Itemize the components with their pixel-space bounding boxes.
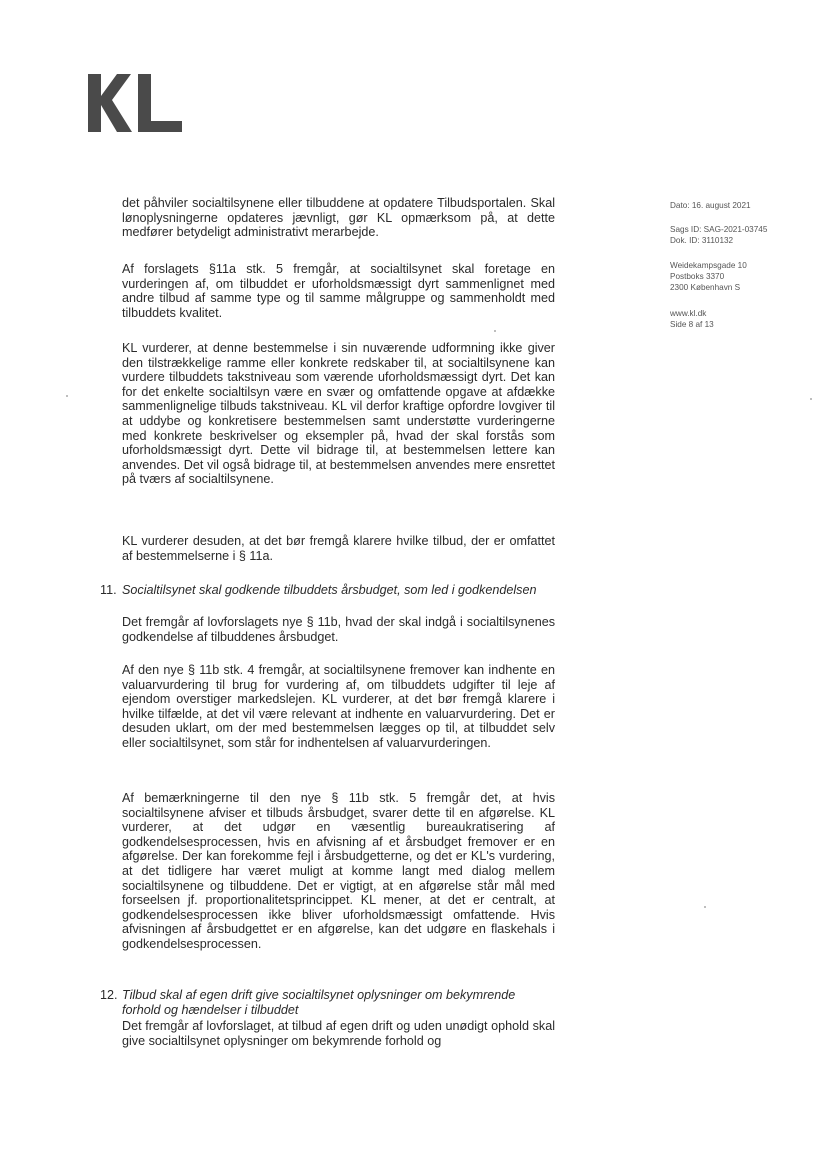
paragraph-3: KL vurderer, at denne bestemmelse i sin nuværende udformning ikke giver den tilstrækkelige ramme eller konkrete redskaber til, at socialtilsynene kan vurdere tilbuddets takstniveau som værende uforholdsmæssigt dyrt. Det kan for det enkelte socialtilsyn være en svær og omfattende opgave at afdække sammenlignelige tilbuds takstniveau. KL vil derfor kraftige opfordre lovgiver til at uddybe og konkretisere bestemmelsen samt understøtte vurderingerne med konkrete beskrivelser og eksempler på, hvad der skal forstås som uforholdsmæssigt dyrt. Dette vil bidrage til, at bestemmelsen lettere kan anvendes. Det vil også bidrage til, at bestemmelsen anvendes mere ensrettet på tværs af socialtilsynene. xyxy=(122,341,555,487)
paragraph-4: KL vurderer desuden, at det bør fremgå klarere hvilke tilbud, der er omfattet af bestemmelserne i § 11a. xyxy=(122,534,555,563)
section-12-paragraph-1: Det fremgår af lovforslaget, at tilbud af egen drift og uden unødigt ophold skal give socialtilsynet oplysninger om bekymrende forhold og xyxy=(122,1019,555,1048)
section-11-paragraph-3: Af bemærkningerne til den nye § 11b stk. 5 fremgår det, at hvis socialtilsynene afviser et tilbuds årsbudget, svarer dette til en afgørelse. KL vurderer, at det udgør en væsentlig bureaukratisering af godkendelsesprocessen, hvis en afvisning af et årsbudget fremover er en afgørelse. Der kan forekomme fejl i årsbudgetterne, og det er KL's vurdering, at det tidligere har været muligt at komme langt med dialog mellem socialtilsynene og tilbuddene. Det er vigtigt, at en afgørelse står mål med forseelsen jf. proportionalitetsprincippet. KL mener, at det er centralt, at godkendelsesprocessen ikke bliver uforholdsmæssigt omfattende. Hvis afvisningen af årsbudgettet er en afgørelse, kan det udgøre en flaskehals i godkendelsesprocessen. xyxy=(122,791,555,951)
scan-speck xyxy=(810,398,812,400)
postbox: Postboks 3370 xyxy=(670,272,725,281)
scan-speck xyxy=(494,330,496,332)
scan-speck xyxy=(704,906,706,908)
section-11-number: 11. xyxy=(100,583,117,597)
doc-id: Dok. ID: 3110132 xyxy=(670,236,734,245)
street: Weidekampsgade 10 xyxy=(670,261,747,270)
web-page-info xyxy=(670,308,714,330)
section-11-paragraph-1: Det fremgår af lovforslagets nye § 11b, hvad der skal indgå i socialtilsynenes godkendelse af tilbuddenes årsbudget. xyxy=(122,615,555,644)
paragraph-1: det påhviler socialtilsynene eller tilbuddene at opdatere Tilbudsportalen. Skal lønoplysningerne opdateres jævnligt, gør KL opmærksom på, at dette medfører betydeligt administrativt merarbejde. xyxy=(122,196,555,240)
kl-logo xyxy=(86,70,186,134)
page-number: Side 8 af 13 xyxy=(670,320,714,329)
document-ids xyxy=(670,224,767,246)
section-11-title: Socialtilsynet skal godkende tilbuddets årsbudget, som led i godkendelsen xyxy=(122,583,537,597)
document-info xyxy=(670,200,751,211)
scan-speck xyxy=(66,395,68,397)
paragraph-2: Af forslagets §11a stk. 5 fremgår, at socialtilsynet skal foretage en vurderingen af, om tilbuddet er uforholdsmæssigt dyrt sammenlignet med andre tilbud af samme type og til samme målgruppe og sammenholdt med tilbuddets kvalitet. xyxy=(122,262,555,320)
case-id: Sags ID: SAG-2021-03745 xyxy=(670,225,768,234)
section-12-number: 12. xyxy=(100,988,118,1002)
address xyxy=(670,260,747,293)
section-12-title: Tilbud skal af egen drift give socialtilsynet oplysninger om bekymrende forhold og hændelser i tilbuddet xyxy=(122,988,516,1017)
date: Dato: 16. august 2021 xyxy=(670,201,751,210)
website: www.kl.dk xyxy=(670,309,707,318)
section-11-paragraph-2: Af den nye § 11b stk. 4 fremgår, at socialtilsynene fremover kan indhente en valuarvurdering til brug for vurdering af, om tilbuddets udgifter til leje af ejendom overstiger markedslejen. KL vurderer, at det bør fremgå klarere i hvilke tilfælde, at det vil være relevant at indhente en valuarvurdering. Det er desuden uklart, om der med bestemmelsen lægges op til, at tilbuddet selv eller socialtilsynet, som står for indhentelsen af valuarvurderingen. xyxy=(122,663,555,750)
city: 2300 København S xyxy=(670,283,741,292)
